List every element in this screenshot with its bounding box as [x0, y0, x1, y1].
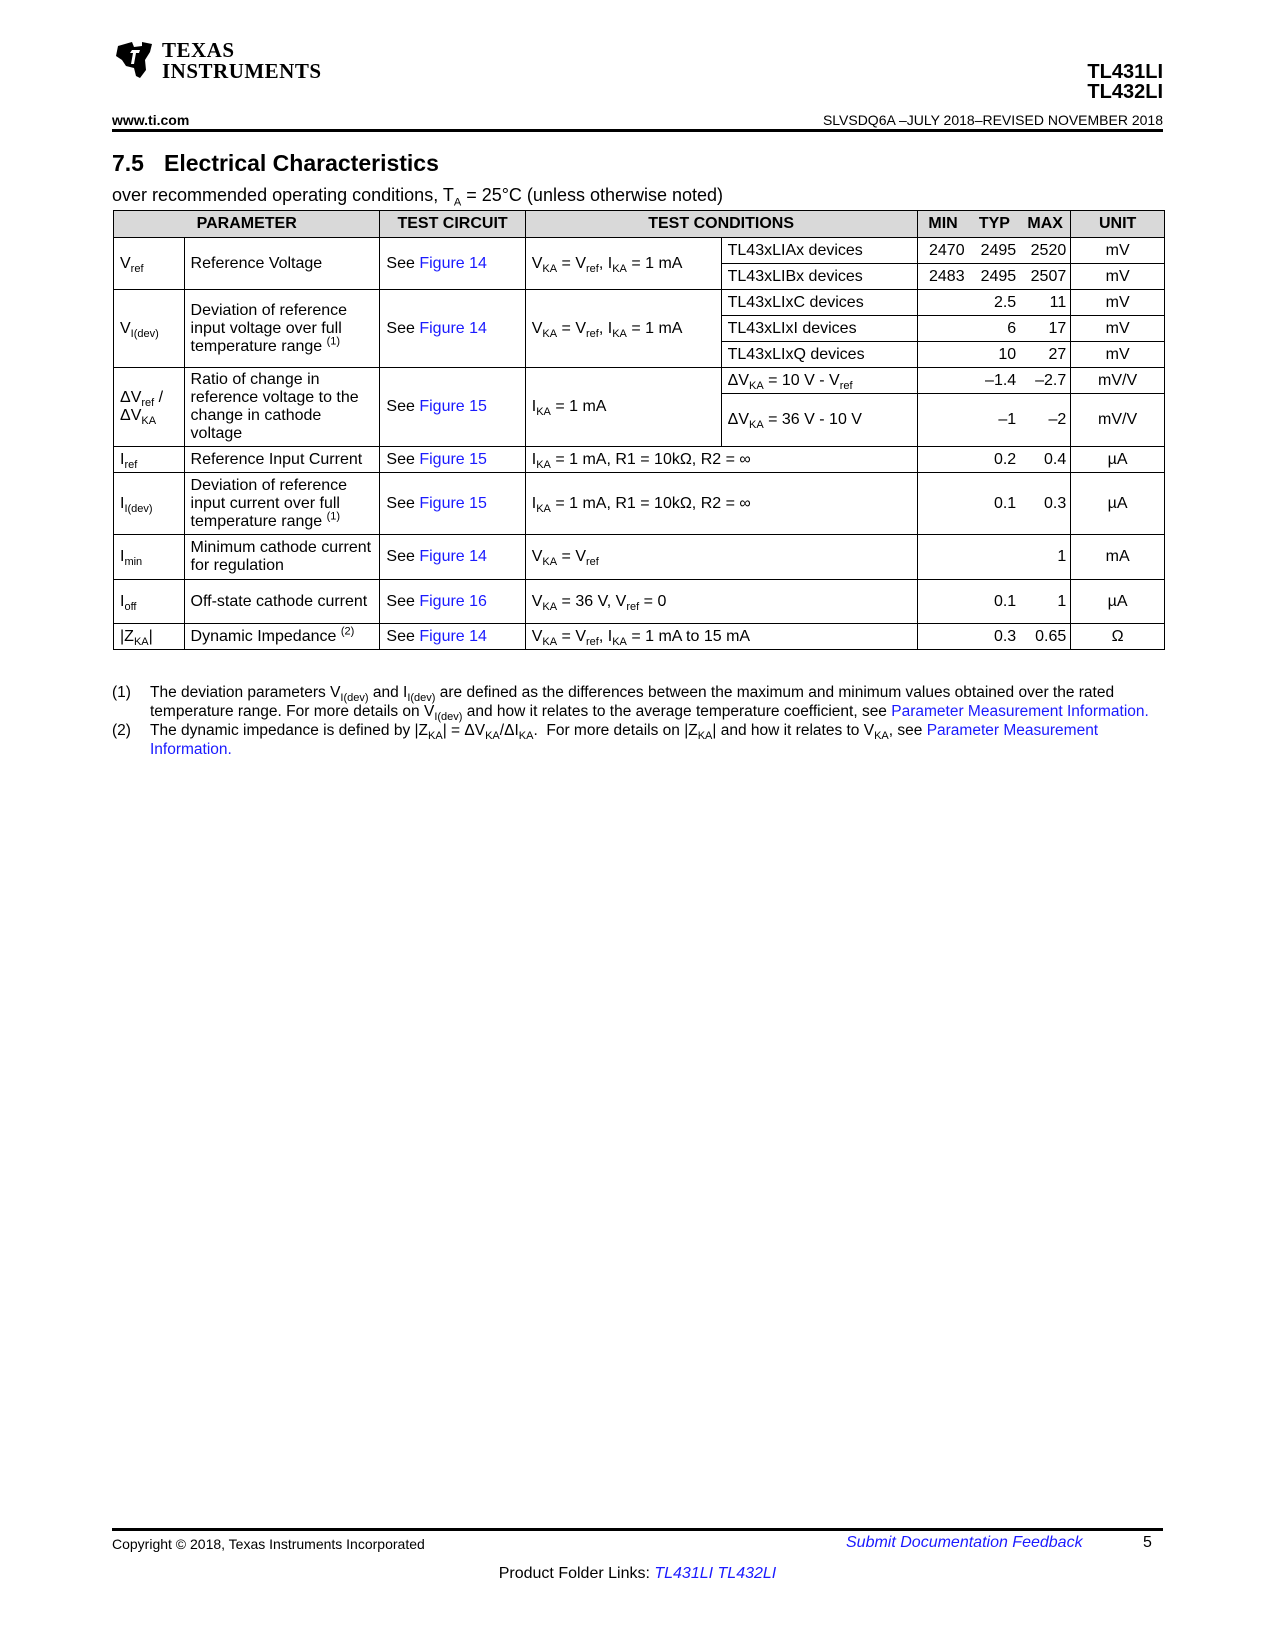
unit-value: mV [1071, 264, 1165, 290]
cond-iidev: $I_{KA} = 1$ mA, R1 = 10kΩ, R2 = ∞ [525, 473, 917, 535]
symbol-iidev: $I_{I(dev)}$ [114, 473, 185, 535]
footnote-2: (2) The dynamic impedance is defined by $|Z_{KA}| = \Delta V_{KA}/\Delta I_{KA}$. For more details on $|Z_{KA}|$ and how it relates to $V_{KA}$, see Parameter Measurement Information. [112, 722, 1099, 758]
table-row [114, 473, 1165, 535]
desc-imin: Minimum cathode current for regulation [184, 535, 380, 580]
circuit-ioff: See Figure 16 [380, 580, 525, 624]
symbol-imin: $I_{min}$ [114, 535, 185, 580]
min-value [917, 316, 969, 342]
electrical-characteristics-table [113, 210, 1165, 650]
symbol-vref: $V_{ref}$ [114, 238, 185, 290]
unit-value: Ω [1071, 624, 1165, 650]
typ-value: 2.5 [969, 290, 1021, 316]
max-value: 11 [1020, 290, 1071, 316]
typ-value: 6 [969, 316, 1021, 342]
typ-value: 2495 [969, 238, 1021, 264]
cond-zka: $V_{KA} = V_{ref}$, $I_{KA} = 1$ mA to 15 mA [525, 624, 917, 650]
table-row [114, 368, 1165, 394]
cond-iref: $I_{KA} = 1$ mA, R1 = 10kΩ, R2 = ∞ [525, 447, 917, 473]
header-rule [112, 129, 1163, 132]
copyright: Copyright © 2018, Texas Instruments Incorporated [112, 1536, 425, 1552]
min-value: 2483 [917, 264, 969, 290]
unit-value: mV [1071, 290, 1165, 316]
desc-ioff: Off-state cathode current [184, 580, 380, 624]
product-folder-links [0, 1565, 1275, 1583]
desc-ratio: Ratio of change in reference voltage to the change in cathode voltage [184, 368, 380, 447]
doc-number: SLVSDQ6A –JULY 2018–REVISED NOVEMBER 2018 [822, 112, 1163, 128]
table-caption [112, 185, 724, 209]
device-i: TL43xLIxI devices [721, 316, 917, 342]
table-row [114, 535, 1165, 580]
circuit-vref: See Figure 14 [380, 238, 525, 290]
header-min: MIN [917, 211, 969, 238]
typ-value: 0.2 [969, 447, 1021, 473]
unit-value: mV/V [1071, 394, 1165, 447]
footer-rule [112, 1528, 1163, 1531]
desc-videv: Deviation of reference input voltage over full temperature range $^{(1)}$ [184, 290, 380, 368]
header-test-circuit: TEST CIRCUIT [380, 211, 525, 238]
min-value [917, 394, 969, 447]
max-value: 1 [1020, 580, 1071, 624]
unit-value: µA [1071, 580, 1165, 624]
max-value: 0.4 [1020, 447, 1071, 473]
figure-16-link[interactable]: Figure 16 [419, 592, 487, 610]
parameter-measurement-link[interactable]: Parameter Measurement Information. [891, 703, 1149, 720]
max-value: 0.3 [1020, 473, 1071, 535]
typ-value: –1.4 [969, 368, 1021, 394]
circuit-videv: See Figure 14 [380, 290, 525, 368]
figure-15-link[interactable]: Figure 15 [419, 450, 487, 468]
min-value [917, 290, 969, 316]
circuit-imin: See Figure 14 [380, 535, 525, 580]
max-value: 17 [1020, 316, 1071, 342]
tl431li-link[interactable]: TL431LI [654, 1565, 714, 1582]
part-number-2: TL432LI [1087, 81, 1163, 103]
header-test-conditions: TEST CONDITIONS [525, 211, 917, 238]
max-value: 2520 [1020, 238, 1071, 264]
caption-text-end: = 25°C (unless otherwise noted) [461, 185, 724, 205]
company-line2: INSTRUMENTS [162, 59, 322, 83]
unit-value: µA [1071, 447, 1165, 473]
circuit-iref: See Figure 15 [380, 447, 525, 473]
section-heading: Electrical Characteristics [164, 150, 439, 176]
max-value: 1 [1020, 535, 1071, 580]
figure-14-link[interactable]: Figure 14 [419, 627, 487, 645]
footnote-1-number: (1) [112, 684, 131, 701]
min-value [917, 535, 969, 580]
circuit-ratio: See Figure 15 [380, 368, 525, 447]
cond-ioff: $V_{KA} = 36$ V, $V_{ref} = 0$ [525, 580, 917, 624]
unit-value: mV [1071, 238, 1165, 264]
tl432li-link[interactable]: TL432LI [717, 1565, 777, 1582]
device-q: TL43xLIxQ devices [721, 342, 917, 368]
circuit-iidev: See Figure 15 [380, 473, 525, 535]
header-max: MAX [1020, 211, 1071, 238]
ti-logo [112, 38, 322, 86]
max-value: –2.7 [1020, 368, 1071, 394]
device-a: TL43xLIAx devices [721, 238, 917, 264]
page-number: 5 [1143, 1534, 1152, 1551]
cond-vref: $V_{KA} = V_{ref}$, $I_{KA} = 1$ mA [525, 238, 721, 290]
min-value [917, 447, 969, 473]
symbol-iref: $I_{ref}$ [114, 447, 185, 473]
circuit-zka: See Figure 14 [380, 624, 525, 650]
min-value [917, 624, 969, 650]
parameter-measurement-link[interactable]: Parameter Measurement Information. [150, 722, 1099, 758]
figure-15-link[interactable]: Figure 15 [419, 398, 487, 415]
min-value [917, 473, 969, 535]
section-title [112, 150, 439, 177]
min-value: 2470 [917, 238, 969, 264]
desc-iidev: Deviation of reference input current over full temperature range $^{(1)}$ [184, 473, 380, 535]
min-value [917, 342, 969, 368]
max-value: –2 [1020, 394, 1071, 447]
footnotes [112, 683, 1163, 759]
cond-imin: $V_{KA} = V_{ref}$ [525, 535, 917, 580]
min-value [917, 368, 969, 394]
symbol-ioff: $I_{off}$ [114, 580, 185, 624]
cond-ratio-1: $\Delta V_{KA} = 10$ V - $V_{ref}$ [721, 368, 917, 394]
caption-text: over recommended operating conditions, T [112, 185, 454, 205]
cond-ratio: $I_{KA} = 1$ mA [525, 368, 721, 447]
desc-iref: Reference Input Current [184, 447, 380, 473]
figure-14-link[interactable]: Figure 14 [419, 319, 487, 337]
table-row [114, 238, 1165, 264]
table-row [114, 624, 1165, 650]
product-folder-label: Product Folder Links: [498, 1565, 655, 1582]
table-row [114, 447, 1165, 473]
ti-logo-icon [112, 38, 156, 82]
website-link[interactable]: www.ti.com [112, 112, 190, 128]
caption-subscript: A [453, 196, 462, 209]
typ-value: 10 [969, 342, 1021, 368]
header-unit: UNIT [1071, 211, 1165, 238]
min-value [917, 580, 969, 624]
table-header-row [114, 211, 1165, 238]
part-number-1: TL431LI [1087, 61, 1163, 83]
typ-value [969, 535, 1021, 580]
unit-value: mV/V [1071, 368, 1165, 394]
cond-ratio-2: $\Delta V_{KA} = 36$ V - 10 V [721, 394, 917, 447]
footnote-1: (1) The deviation parameters $V_{I(dev)}$ and $I_{I(dev)}$ are defined as the differences between the maximum and minimum values obtained over the rated temperature range. For more details on $V_{I(dev)}$ and how it relates to the average temperature coefficient, see Parameter Measurement Information. [112, 684, 1149, 724]
unit-value: mV [1071, 342, 1165, 368]
figure-14-link[interactable]: Figure 14 [419, 548, 487, 565]
cond-videv: $V_{KA} = V_{ref}$, $I_{KA} = 1$ mA [525, 290, 721, 368]
device-c: TL43xLIxC devices [721, 290, 917, 316]
symbol-zka: $|Z_{KA}|$ [114, 624, 185, 650]
max-value: 0.65 [1020, 624, 1071, 650]
typ-value: 2495 [969, 264, 1021, 290]
desc-zka: Dynamic Impedance $^{(2)}$ [184, 624, 380, 650]
typ-value: 0.1 [969, 580, 1021, 624]
symbol-videv: $V_{I(dev)}$ [114, 290, 185, 368]
figure-14-link[interactable]: Figure 14 [419, 254, 487, 272]
header-parameter: PARAMETER [114, 211, 380, 238]
typ-value: –1 [969, 394, 1021, 447]
footnote-2-number: (2) [112, 722, 131, 739]
device-b: TL43xLIBx devices [721, 264, 917, 290]
typ-value: 0.3 [969, 624, 1021, 650]
unit-value: mV [1071, 316, 1165, 342]
max-value: 27 [1020, 342, 1071, 368]
desc-vref: Reference Voltage [184, 238, 380, 290]
header-typ: TYP [969, 211, 1021, 238]
section-number: 7.5 [112, 150, 144, 176]
unit-value: µA [1071, 473, 1165, 535]
symbol-ratio: $\Delta V_{ref}$ / $\Delta V_{KA}$ [114, 368, 185, 447]
figure-15-link[interactable]: Figure 15 [419, 494, 487, 512]
table-row [114, 580, 1165, 624]
typ-value: 0.1 [969, 473, 1021, 535]
submit-feedback-link[interactable]: Submit Documentation Feedback [846, 1534, 1083, 1551]
company-line1: TEXAS [162, 38, 235, 62]
max-value: 2507 [1020, 264, 1071, 290]
table-row [114, 290, 1165, 316]
unit-value: mA [1071, 535, 1165, 580]
